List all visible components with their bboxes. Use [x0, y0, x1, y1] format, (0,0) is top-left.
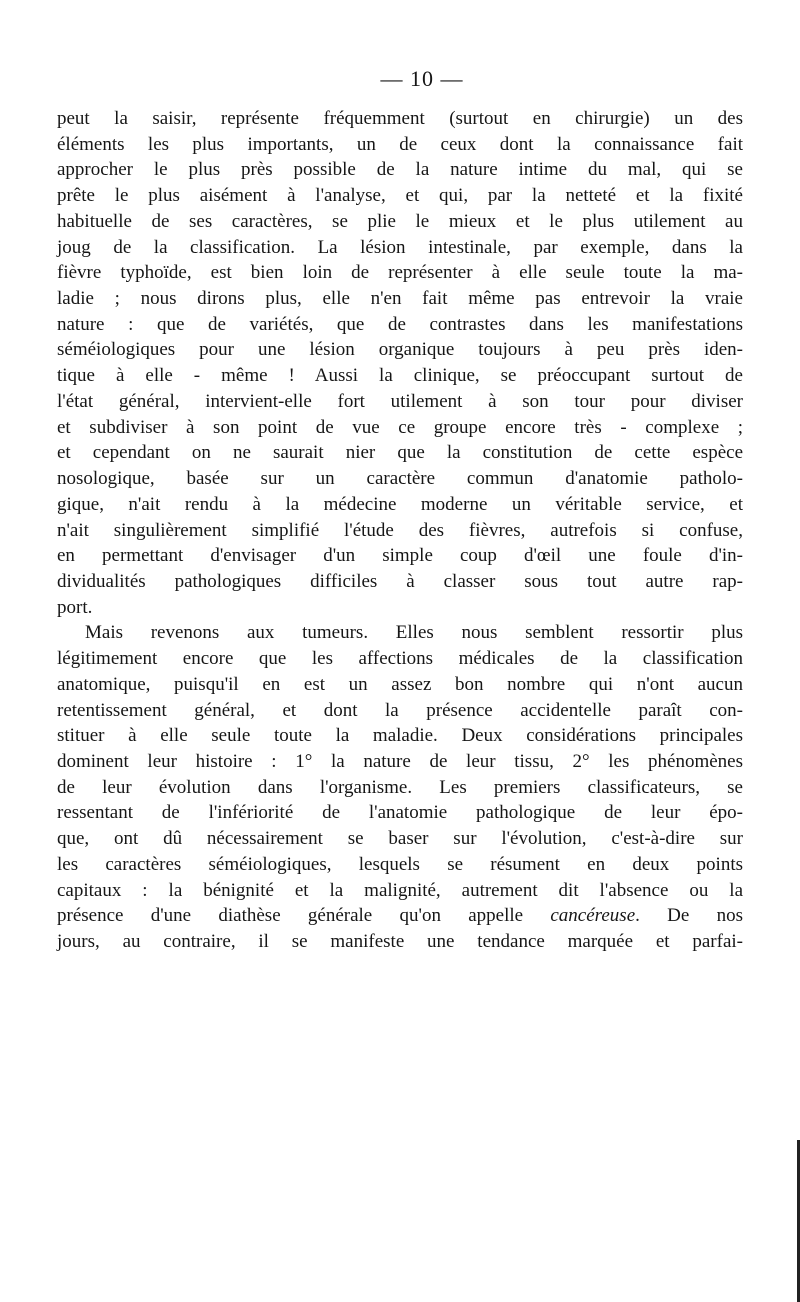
italic-term: cancéreuse [550, 905, 636, 927]
text-line: habituelle de ses caractères, se plie le mieux et le plus utilement au [57, 210, 743, 232]
text-line: ressentant de l'infériorité de l'anatomie pathologique de leur épo- [57, 802, 743, 824]
text-line: légitimement encore que les affections médicales de la classification [57, 648, 743, 670]
paragraph-start-line: Mais revenons aux tumeurs. Elles nous semblent ressortir plus [85, 622, 743, 644]
text-line: stituer à elle seule toute la maladie. Deux considérations principales [57, 725, 743, 747]
text-segment: . De nos [635, 905, 743, 927]
text-line: port. [57, 596, 93, 618]
text-line: anatomique, puisqu'il en est un assez bon nombre qui n'ont aucun [57, 673, 743, 695]
text-line: retentissement général, et dont la présence accidentelle paraît con- [57, 699, 743, 721]
text-line: nature : que de variétés, que de contrastes dans les manifestations [57, 313, 743, 335]
text-line: fièvre typhoïde, est bien loin de représenter à elle seule toute la ma- [57, 262, 743, 284]
text-line: l'état général, intervient-elle fort utilement à son tour pour diviser [57, 390, 743, 412]
text-line: n'ait singulièrement simplifié l'étude des fièvres, autrefois si confuse, [57, 519, 743, 541]
text-line: et cependant on ne saurait nier que la constitution de cette espèce [57, 442, 743, 464]
page-number: — 10 — [380, 66, 464, 91]
text-segment: présence d'une diathèse générale qu'on appelle [57, 905, 524, 927]
text-line: nosologique, basée sur un caractère commun d'anatomie patholo- [57, 468, 743, 490]
text-line: tique à elle - même ! Aussi la clinique, se préoccupant surtout de [57, 365, 743, 387]
text-line: et subdiviser à son point de vue ce groupe encore très - complexe ; [57, 416, 743, 438]
text-line: joug de la classification. La lésion intestinale, par exemple, dans la [57, 236, 743, 258]
text-line: que, ont dû nécessairement se baser sur l'évolution, c'est-à-dire sur [57, 828, 743, 850]
text-line: dominent leur histoire : 1° la nature de leur tissu, 2° les phénomènes [57, 750, 743, 772]
body-text [57, 106, 743, 955]
text-line: capitaux : la bénignité et la malignité, autrement dit l'absence ou la [57, 879, 743, 901]
text-line: approcher le plus près possible de la nature intime du mal, qui se [57, 159, 743, 181]
text-line: éléments les plus importants, un de ceux dont la connaissance fait [57, 133, 743, 155]
text-line: peut la saisir, représente fréquemment (surtout en chirurgie) un des [57, 108, 743, 129]
text-line: dividualités pathologiques difficiles à classer sous tout autre rap- [57, 570, 743, 592]
text-line: les caractères séméiologiques, lesquels se résument en deux points [57, 853, 743, 875]
text-line: prête le plus aisément à l'analyse, et qui, par la netteté et la fixité [57, 185, 743, 207]
text-line: de leur évolution dans l'organisme. Les premiers classificateurs, se [57, 776, 743, 798]
text-line: gique, n'ait rendu à la médecine moderne un véritable service, et [57, 493, 743, 515]
text-line: ladie ; nous dirons plus, elle n'en fait même pas entrevoir la vraie [57, 288, 743, 310]
text-line: jours, au contraire, il se manifeste une tendance marquée et parfai- [57, 931, 743, 952]
text-line-with-italic [57, 903, 743, 929]
text-line: en permettant d'envisager d'un simple coup d'œil une foule d'in- [57, 545, 743, 567]
text-line: séméiologiques pour une lésion organique toujours à peu près iden- [57, 339, 743, 361]
